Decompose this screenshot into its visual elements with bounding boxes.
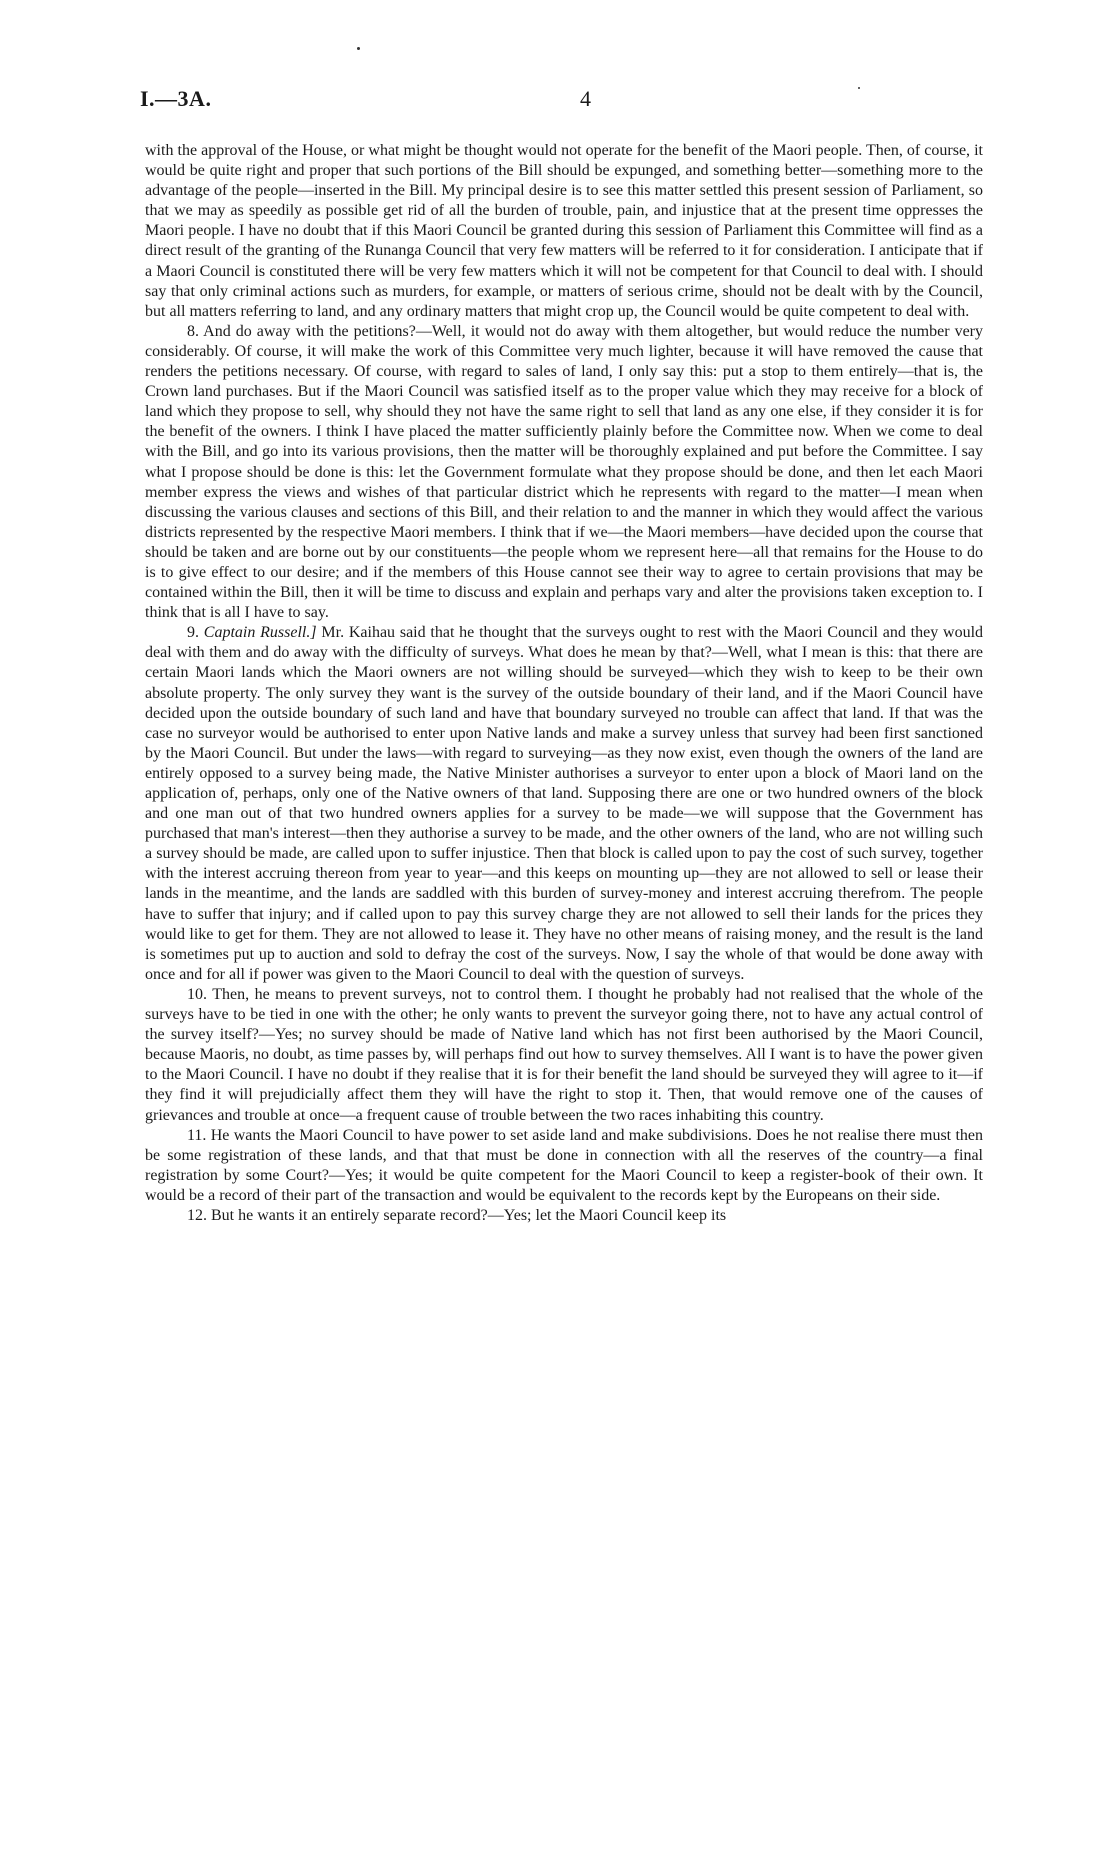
- paragraph-continued: with the approval of the House, or what might be thought would not operate for the benefit of the Maori people. Then, of course, it would be quite right and proper that such portions of the Bill should be expunged, and something better—something more to the advantage of the people—inserted in the Bill. My principal desire is to see this matter settled this present session of Parliament, so that we may as speedily as possible get rid of all the burden of trouble, pain, and injustice that at the present time oppresses the Maori people. I have no doubt that if this Maori Council be granted during this session of Parliament this Committee will find as a direct result of the granting of the Runanga Council that very few matters will be referred to it for consideration. I anticipate that if a Maori Council is constituted there will be very few matters which it will not be competent for that Council to deal with. I should say that only criminal actions such as murders, for example, or matters of serious crime, should not be dealt with by the Council, but all matters referring to land, and any ordinary matters that might crop up, the Council would be quite competent to deal with.: [145, 142, 983, 320]
- speaker-name: Captain Russell.]: [203, 624, 317, 642]
- paragraph-12: 12. But he wants it an entirely separate record?—Yes; let the Maori Council keep its: [187, 1206, 727, 1224]
- paragraph-10: 10. Then, he means to prevent surveys, not to control them. I thought he probably had not realised that the whole of the surveys have to be tied in one with the other; he only wants to prevent the surveyor going there, not to have any actual control of the survey itself?—Yes; no survey should be made of Native land which has not first been authorised by the Maori Council, because Maoris, no doubt, as time passes by, will perhaps find out how to survey themselves. All I want is to have the power given to the Maori Council. I have no doubt if they realise that it is for their benefit the land should be surveyed they will agree to it—if they find it will prejudicially affect them they will have the right to stop it. Then, that would remove one of the causes of grievances and trouble at once—a frequent cause of trouble between the two races inhabiting this country.: [145, 985, 983, 1124]
- paragraph-11: 11. He wants the Maori Council to have power to set aside land and make subdivisions. Does he not realise there must then be some registration of these lands, and that that must be done in connection with all the reserves of the country—a final registration by some Court?—Yes; it would be quite competent for the Maori Council to keep a register-book of their own. It would be a record of their part of the transaction and would be equivalent to the records kept by the Europeans on their side.: [145, 1126, 983, 1204]
- page-header: [140, 86, 976, 116]
- paragraph-text: Mr. Kaihau said that he thought that the surveys ought to rest with the Maori Council and they would deal with them and do away with the difficulty of surveys. What does he mean by that?—Well, what I mean is this: that there are certain Maori lands which the Maori owners are not willing should be surveyed—which they wish to keep to be their own absolute property. The only survey they want is the survey of the outside boundary of their land, and if the Maori Council have decided upon the outside boundary of such land and have that boundary surveyed no trouble can affect that land. If that was the case no surveyor would be authorised to enter upon Native lands and make a survey unless that survey had been first sanctioned by the Maori Council. But under the laws—with regard to surveying—as they now exist, even though the owners of the land are entirely opposed to a survey being made, the Native Minister authorises a surveyor to enter upon a block of Maori land on the application of, perhaps, only one of the Native owners of that land. Supposing there are one or two hundred owners of the block and one man out of that two hundred owners applies for a survey to be made—we will suppose that the Government has purchased that man's interest—then they authorise a survey to be made, and the other owners of the land, who are not willing such a survey should be made, are called upon to suffer injustice. Then that block is called upon to pay the cost of such survey, together with the interest accruing thereon from year to year—and this keeps on mounting up—they are not allowed to sell or lease their lands in the meantime, and the lands are saddled with this burden of survey-money and interest accruing therefrom. The people have to suffer that injury; and if called upon to pay this survey charge they are not allowed to sell their lands for the prices they would like to get for them. They are not allowed to lease it. They have no other means of raising money, and the result is the land is sometimes put up to auction and sold to defray the cost of the surveys. Now, I say the whole of that would be done away with once and for all if power was given to the Maori Council to deal with the question of surveys.: [145, 624, 984, 983]
- document-body: [145, 141, 983, 1226]
- paragraph-9: [145, 623, 983, 985]
- paragraph-number: 9.: [187, 624, 199, 642]
- print-speck: [858, 87, 860, 89]
- page-number: 4: [580, 86, 591, 111]
- paragraph-8: 8. And do away with the petitions?—Well, it would not do away with them altogether, but would reduce the number very considerably. Of course, it will make the work of this Committee very much lighter, because it will have removed the cause that renders the petitions necessary. Of course, with regard to sales of land, I only say this: put a stop to them entirely—that is, the Crown land purchases. But if the Maori Council was satisfied itself as to the proper value which they may receive for a block of land which they propose to sell, why should they not have the same right to sell that land as any one else, if they consider it is for the benefit of the owners. I think I have placed the matter sufficiently plainly before the Committee now. When we come to deal with the Bill, and go into its various provisions, then the matter will be thoroughly explained and put before the Committee. I say what I propose should be done is this: let the Government formulate what they propose should be done, and then let each Maori member express the views and wishes of that particular district which he represents with regard to the matter—I mean when discussing the various clauses and sections of this Bill, and their relation to and the manner in which they would affect the various districts represented by the respective Maori members. I think that if we—the Maori members—have decided upon the course that should be taken and are borne out by our constituents—the people whom we represent here—all that remains for the House to do is to give effect to our desire; and if the members of this House cannot see their way to agree to certain provisions that may be contained within the Bill, then it will be time to discuss and explain and perhaps vary and alter the provisions taken exception to. I think that is all I have to say.: [145, 322, 983, 622]
- document-code: I.—3A.: [140, 86, 212, 111]
- print-speck: [357, 47, 360, 50]
